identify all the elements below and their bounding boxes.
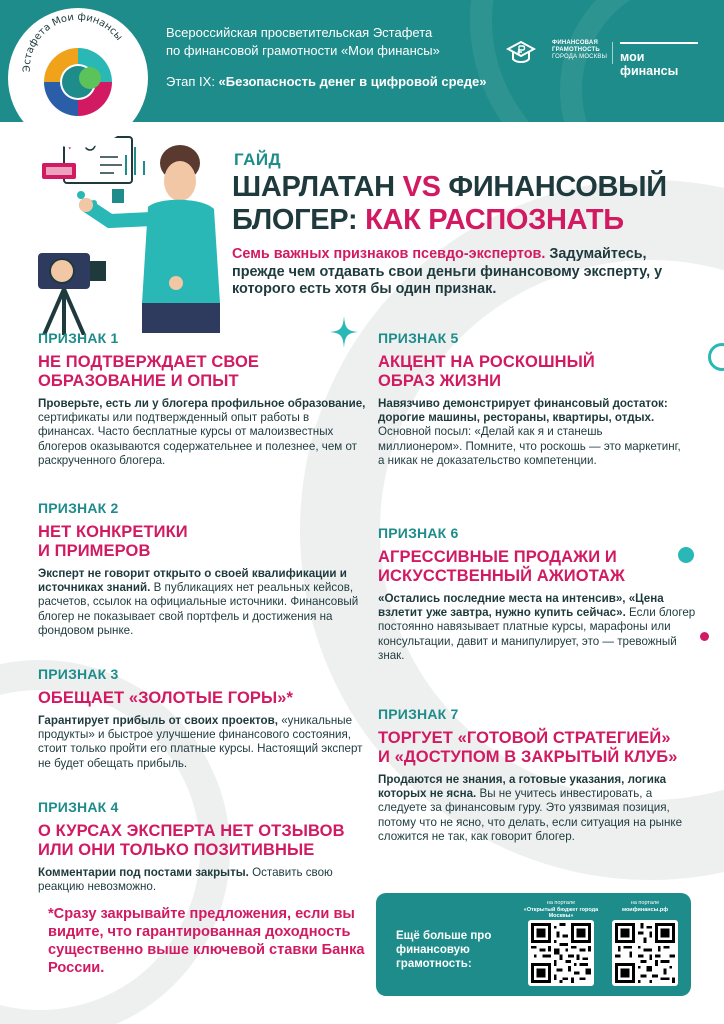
graduation-cap-ruble-icon bbox=[506, 40, 536, 66]
sign-label: ПРИЗНАК 1 bbox=[38, 330, 119, 346]
ff-logo-line1: ФИНАНСОВАЯ bbox=[552, 40, 598, 46]
sign-heading: АГРЕССИВНЫЕ ПРОДАЖИ И ИСКУССТВЕННЫЙ АЖИОТАЖ bbox=[378, 548, 625, 585]
sign-6 bbox=[378, 525, 698, 663]
decor-dot bbox=[700, 632, 709, 641]
camera-on-tripod-icon bbox=[38, 253, 106, 335]
financial-literacy-logo bbox=[506, 38, 610, 68]
sign-label: ПРИЗНАК 4 bbox=[38, 799, 119, 815]
stage-title: «Безопасность денег в цифровой среде» bbox=[218, 74, 487, 89]
footnote: *Сразу закрывайте предложения, если вы видите, что гарантированная доходность существенно выше ключевой ставки Банка России. bbox=[48, 906, 365, 976]
estafeta-logo bbox=[8, 8, 148, 148]
sign-body: Проверьте, есть ли у блогера профильное образование, сертификаты или подтвержденный опыт работы в финансах. Часто бесплатные курсы от малоизвестных блогеров оказываются содержательнее и полезнее, чем от раскрученного блогера. bbox=[38, 397, 366, 467]
qr-code-icon bbox=[615, 923, 675, 983]
moi-finansy-logo-text: мои финансы bbox=[620, 50, 679, 78]
sign-label: ПРИЗНАК 3 bbox=[38, 666, 119, 682]
intro-lead: Семь важных признаков псевдо-экспертов. bbox=[232, 246, 546, 262]
sign-body: Эксперт не говорит открыто о своей квалификации и источниках знаний. В публикациях нет реальных кейсов, расчетов, ссылок на официальные источники. Финансовый блогер не показывает свой портфель и достижения на фондовом рынке. bbox=[38, 567, 359, 637]
svg-text:Эстафета Мои финансы: Эстафета Мои финансы bbox=[21, 11, 125, 73]
sign-heading: НЕ ПОДТВЕРЖДАЕТ СВОЕ ОБРАЗОВАНИЕ И ОПЫТ bbox=[38, 353, 260, 390]
stage-prefix: Этап IX: bbox=[166, 74, 219, 89]
ff-logo-line2: ГРАМОТНОСТЬ bbox=[552, 46, 600, 53]
title-vs: VS bbox=[402, 171, 441, 203]
sign-heading: НЕТ КОНКРЕТИКИ И ПРИМЕРОВ bbox=[38, 523, 188, 560]
qr-code-moifinansy[interactable] bbox=[612, 920, 678, 986]
sign-label: ПРИЗНАК 2 bbox=[38, 500, 119, 516]
intro-rest: Задумайтесь, прежде чем отдавать свои деньги финансовому эксперту, у которого есть хотя бы один признак. bbox=[232, 246, 663, 297]
financial-literacy-logo-text bbox=[552, 40, 607, 60]
ff-logo-line3: ГОРОДА МОСКВЫ bbox=[552, 53, 608, 60]
qr-caption-moifinansy: на портале моифинансы.рф bbox=[621, 900, 669, 913]
sign-5 bbox=[378, 330, 688, 468]
sign-body: Комментарии под постами закрыты. Оставить свою реакцию невозможно. bbox=[38, 866, 333, 894]
header-title-line2: по финансовой грамотности «Мои финансы» bbox=[166, 43, 440, 58]
title-charlatan: ШАРЛАТАН bbox=[232, 171, 403, 203]
qr-panel-text: Ещё больше про финансовую грамотность: bbox=[396, 930, 492, 970]
sign-label: ПРИЗНАК 6 bbox=[378, 525, 459, 541]
sign-body: Навязчиво демонстрирует финансовый достаток: дорогие машины, рестораны, квартиры, отдых. Основной посыл: «Делай как я и станешь миллионером». Помните, что роскошь — это маркетинг, а никак не доказательство компетенции. bbox=[378, 397, 681, 467]
sign-7 bbox=[378, 706, 696, 844]
title-financial: ФИНАНСОВЫЙ bbox=[440, 171, 667, 203]
sign-1 bbox=[38, 330, 368, 468]
sign-label: ПРИЗНАК 5 bbox=[378, 330, 459, 346]
moi-finansy-logo bbox=[620, 42, 698, 78]
title-blogger: БЛОГЕР: bbox=[232, 204, 366, 236]
sign-body: Гарантирует прибыль от своих проектов, «уникальные продукты» и быстрое улучшение финансового состояния, стоит только пройти его платные курсы. Настоящий эксперт не будет обещать прибыль. bbox=[38, 714, 363, 770]
sign-2 bbox=[38, 500, 368, 638]
qr-code-budget[interactable] bbox=[528, 920, 594, 986]
sign-3 bbox=[38, 666, 368, 771]
title-how-to-recognize: КАК РАСПОЗНАТЬ bbox=[365, 204, 624, 236]
sign-body: «Остались последние места на интенсив», «Цена взлетит уже завтра, нужно купить сейчас». Если блогер постоянно навязывает платные курсы, марафоны или консультации, давит и манипулирует, это — тревожный знак. bbox=[378, 592, 696, 662]
sign-heading: АКЦЕНТ НА РОСКОШНЫЙ ОБРАЗ ЖИЗНИ bbox=[378, 353, 595, 390]
logo-divider bbox=[612, 42, 613, 64]
header-title-line1: Всероссийская просветительская Эстафета bbox=[166, 25, 433, 40]
qr-code-icon bbox=[531, 923, 591, 983]
qr-caption-budget: на портале «Открытый бюджет города Москвы» bbox=[523, 900, 599, 919]
page-title bbox=[232, 171, 667, 237]
sign-body: Продаются не знания, а готовые указания, логика которых не ясна. Вы не учитесь инвестировать, а следуете за финансовым гуру. Это уязвимая позиция, потому что не ясно, что делать, если ситуация на рынке сложится не так, как говорит блогер. bbox=[378, 773, 683, 843]
guide-label: ГАЙД bbox=[234, 150, 282, 169]
blogger-illustration bbox=[30, 135, 230, 335]
intro-text bbox=[232, 246, 702, 299]
sign-heading: ОБЕЩАЕТ «ЗОЛОТЫЕ ГОРЫ»* bbox=[38, 689, 294, 707]
estafeta-emblem-icon bbox=[8, 8, 148, 148]
sign-4 bbox=[38, 799, 368, 894]
sign-heading: О КУРСАХ ЭКСПЕРТА НЕТ ОТЗЫВОВ ИЛИ ОНИ ТОЛЬКО ПОЗИТИВНЫЕ bbox=[38, 822, 345, 859]
sign-label: ПРИЗНАК 7 bbox=[378, 706, 459, 722]
sign-heading: ТОРГУЕТ «ГОТОВОЙ СТРАТЕГИЕЙ» И «ДОСТУПОМ В ЗАКРЫТЫЙ КЛУБ» bbox=[378, 729, 678, 766]
header-stage bbox=[166, 73, 486, 90]
qr-panel bbox=[376, 893, 691, 996]
